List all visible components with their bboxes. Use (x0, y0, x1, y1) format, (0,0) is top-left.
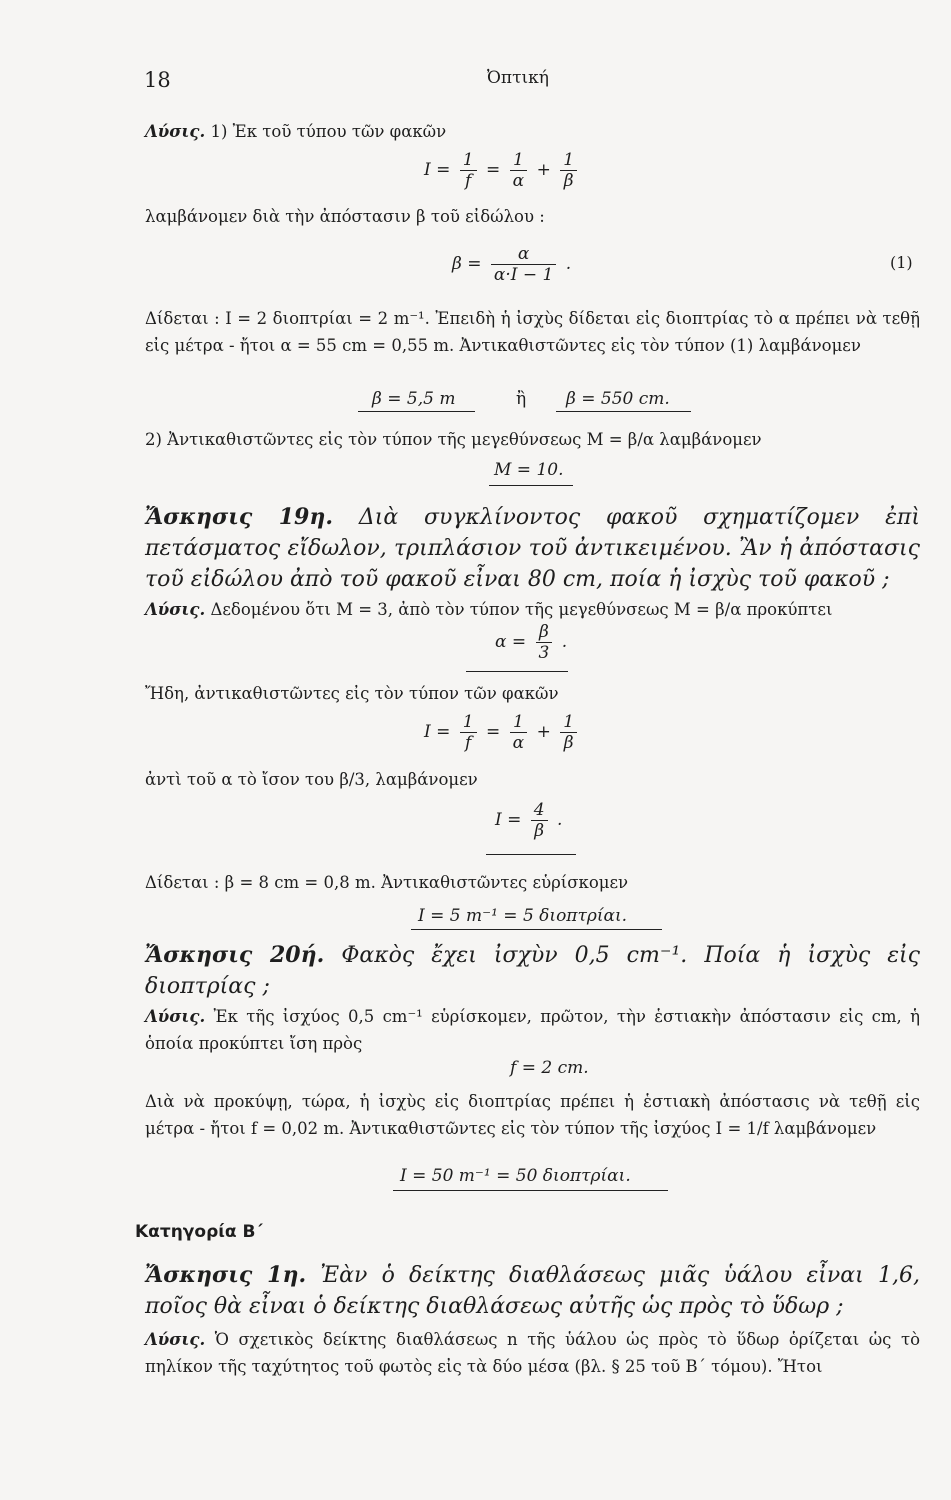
eq-lhs: β = (452, 254, 482, 274)
solution1-text4: 2) Ἀντικαθιστῶντες εἰς τὸν τύπον τῆς μεγεθύνσεως M = β/α λαμβάνομεν (145, 430, 762, 449)
eq-lhs: α = (495, 632, 527, 652)
result1a: β = 5,5 m (372, 389, 456, 409)
eq-plus: + (536, 722, 551, 742)
fraction-1-f (460, 712, 477, 753)
result1b: β = 550 cm. (566, 389, 670, 409)
exercise19-text3: ἀντὶ τοῦ α τὸ ἴσον του β/3, λαμβάνομεν (145, 770, 478, 789)
frac-den: f (460, 732, 477, 753)
exercise19-text2: Ἤδη, ἀντικαθιστῶντες εἰς τὸν τύπον τῶν φακῶν (145, 684, 559, 703)
frac-den: f (460, 170, 477, 191)
frac-den: β (560, 732, 577, 753)
equation-tag: (1) (890, 253, 913, 272)
eq-period: . (565, 254, 572, 274)
eq-lhs: I = (495, 810, 522, 830)
exercise19-statement (145, 502, 920, 595)
exercise20-text2: Διὰ νὰ προκύψῃ, τώρα, ἡ ἰσχὺς εἰς διοπτρίας πρέπει ἡ ἑστιακὴ ἀπόστασις νὰ τεθῇ εἰς μέτρα - ἤτοι f = 0,02 m. Ἀντικαθιστῶντες εἰς τὸν τύπον τῆς ἰσχύος I = 1/f λαμβάνομεν (145, 1092, 920, 1138)
exercise19-solution-text: Δεδομένου ὅτι M = 3, ἀπὸ τὸν τύπον τῆς μεγεθύνσεως M = β/α προκύπτει (210, 600, 833, 619)
eq-lhs: I = (424, 722, 451, 742)
frac-den: α·I − 1 (491, 264, 556, 285)
solution1-text3: Δίδεται : I = 2 διοπτρίαι = 2 m⁻¹. Ἐπειδὴ ἡ ἰσχὺς δίδεται εἰς διοπτρίας τὸ α πρέπει νὰ τεθῇ εἰς μέτρα - ἤτοι α = 55 cm = 0,55 m. Ἀντικαθιστῶντες εἰς τὸν τύπον (1) λαμβάνομεν (145, 309, 920, 355)
exercise19-text4: Δίδεται : β = 8 cm = 0,8 m. Ἀντικαθιστῶντες εὑρίσκομεν (145, 873, 629, 892)
frac-num: 1 (462, 150, 474, 170)
frac-num: 1 (462, 712, 474, 732)
lens-formula-2 (424, 712, 581, 753)
alpha-underline (466, 671, 568, 672)
solution1-intro (145, 118, 920, 145)
frac-num: α (517, 244, 530, 264)
eq-plus: + (536, 160, 551, 180)
fraction-beta (491, 244, 556, 285)
frac-den: β (531, 820, 548, 841)
frac-den: α (510, 170, 527, 191)
running-title: Ὀπτική (487, 68, 549, 88)
solution-label: Λύσις. (145, 1330, 206, 1349)
result1a-underline (358, 411, 475, 412)
exercise20-result: I = 50 m⁻¹ = 50 διοπτρίαι. (400, 1166, 631, 1186)
result1-or: ἢ (516, 389, 527, 409)
exercise19-heading: Ἄσκησις 19η. (145, 504, 333, 530)
solution-label: Λύσις. (145, 1007, 206, 1026)
eq-lhs: I = (424, 160, 451, 180)
frac-num: 1 (513, 712, 524, 732)
focal-length-eq: f = 2 cm. (510, 1058, 589, 1078)
fraction-1-b (560, 712, 577, 753)
eq-equals: = (486, 722, 501, 742)
frac-den: β (560, 170, 577, 191)
fraction-1-a (510, 712, 527, 753)
power-underline (486, 854, 576, 855)
frac-num: 1 (563, 150, 575, 170)
category-heading: Κατηγορία Β΄ (135, 1222, 263, 1242)
exercise20-statement (145, 940, 920, 1002)
exercise1-statement (145, 1260, 920, 1322)
image-distance-formula (452, 244, 571, 285)
exercise19-text: Διὰ συγκλίνοντος φακοῦ σχηματίζομεν ἐπὶ πετάσματος εἴδωλον, τριπλάσιον τοῦ ἀντικειμένου. Ἂν ἡ ἀπόστασις τοῦ εἰδώλου ἀπὸ τοῦ φακοῦ εἶναι 80 cm, ποία ἡ ἰσχὺς τοῦ φακοῦ ; (145, 505, 920, 592)
fraction-1-f (460, 150, 477, 191)
frac-num: 1 (513, 150, 524, 170)
solution1-intro-text: 1) Ἐκ τοῦ τύπου τῶν φακῶν (210, 122, 447, 141)
exercise1-solution (145, 1326, 920, 1380)
eq-period: . (561, 632, 568, 652)
solution-label: Λύσις. (145, 122, 206, 141)
frac-den: 3 (536, 642, 553, 663)
frac-num: 4 (533, 800, 545, 820)
exercise20-heading: Ἄσκησις 20ή. (145, 942, 325, 968)
fraction-1-b (560, 150, 577, 191)
result1b-underline (556, 411, 691, 412)
result2-underline (489, 485, 573, 486)
page-number: 18 (144, 68, 171, 92)
exercise19-solution-intro (145, 596, 920, 623)
exercise20-result-underline (393, 1190, 668, 1191)
exercise1-heading: Ἄσκησις 1η. (145, 1262, 307, 1288)
result2: M = 10. (494, 460, 564, 480)
solution1-text2: λαμβάνομεν διὰ τὴν ἀπόστασιν β τοῦ εἰδώλου : (145, 207, 545, 226)
fraction-1-a (510, 150, 527, 191)
lens-formula-1 (424, 150, 581, 191)
fraction-alpha (536, 622, 553, 663)
exercise1-solution-text: Ὁ σχετικὸς δείκτης διαθλάσεως n τῆς ὑάλου ὡς πρὸς τὸ ὕδωρ ὁρίζεται ὡς τὸ πηλίκον τῆς ταχύτητος τοῦ φωτὸς εἰς τὰ δύο μέσα (βλ. § 25 τοῦ Β΄ τόμου). Ἤτοι (145, 1330, 921, 1376)
exercise20-text: Φακὸς ἔχει ἰσχὺν 0,5 cm⁻¹. Ποία ἡ ἰσχὺς εἰς διοπτρίας ; (145, 943, 920, 999)
exercise20-solution (145, 1003, 920, 1057)
frac-num: 1 (563, 712, 575, 732)
exercise19-result-underline (411, 929, 662, 930)
exercise20-solution-text: Ἐκ τῆς ἰσχύος 0,5 cm⁻¹ εὑρίσκομεν, πρῶτον, τὴν ἑστιακὴν ἀπόστασιν εἰς cm, ἡ ὁποία προκύπτει ἴση πρὸς (145, 1007, 920, 1053)
frac-den: α (510, 732, 527, 753)
eq-period: . (557, 810, 563, 830)
solution-label: Λύσις. (145, 600, 206, 619)
frac-num: β (539, 622, 549, 642)
fraction-power (531, 800, 548, 841)
eq-equals: = (486, 160, 501, 180)
power-formula (495, 800, 562, 841)
exercise19-result: I = 5 m⁻¹ = 5 διοπτρίαι. (418, 906, 628, 926)
exercise1-text: Ἐὰν ὁ δείκτης διαθλάσεως μιᾶς ὑάλου εἶναι 1,6, ποῖος θὰ εἶναι ὁ δείκτης διαθλάσεως αὐτῆς ὡς πρὸς τὸ ὕδωρ ; (145, 1263, 920, 1319)
alpha-formula (495, 622, 567, 663)
